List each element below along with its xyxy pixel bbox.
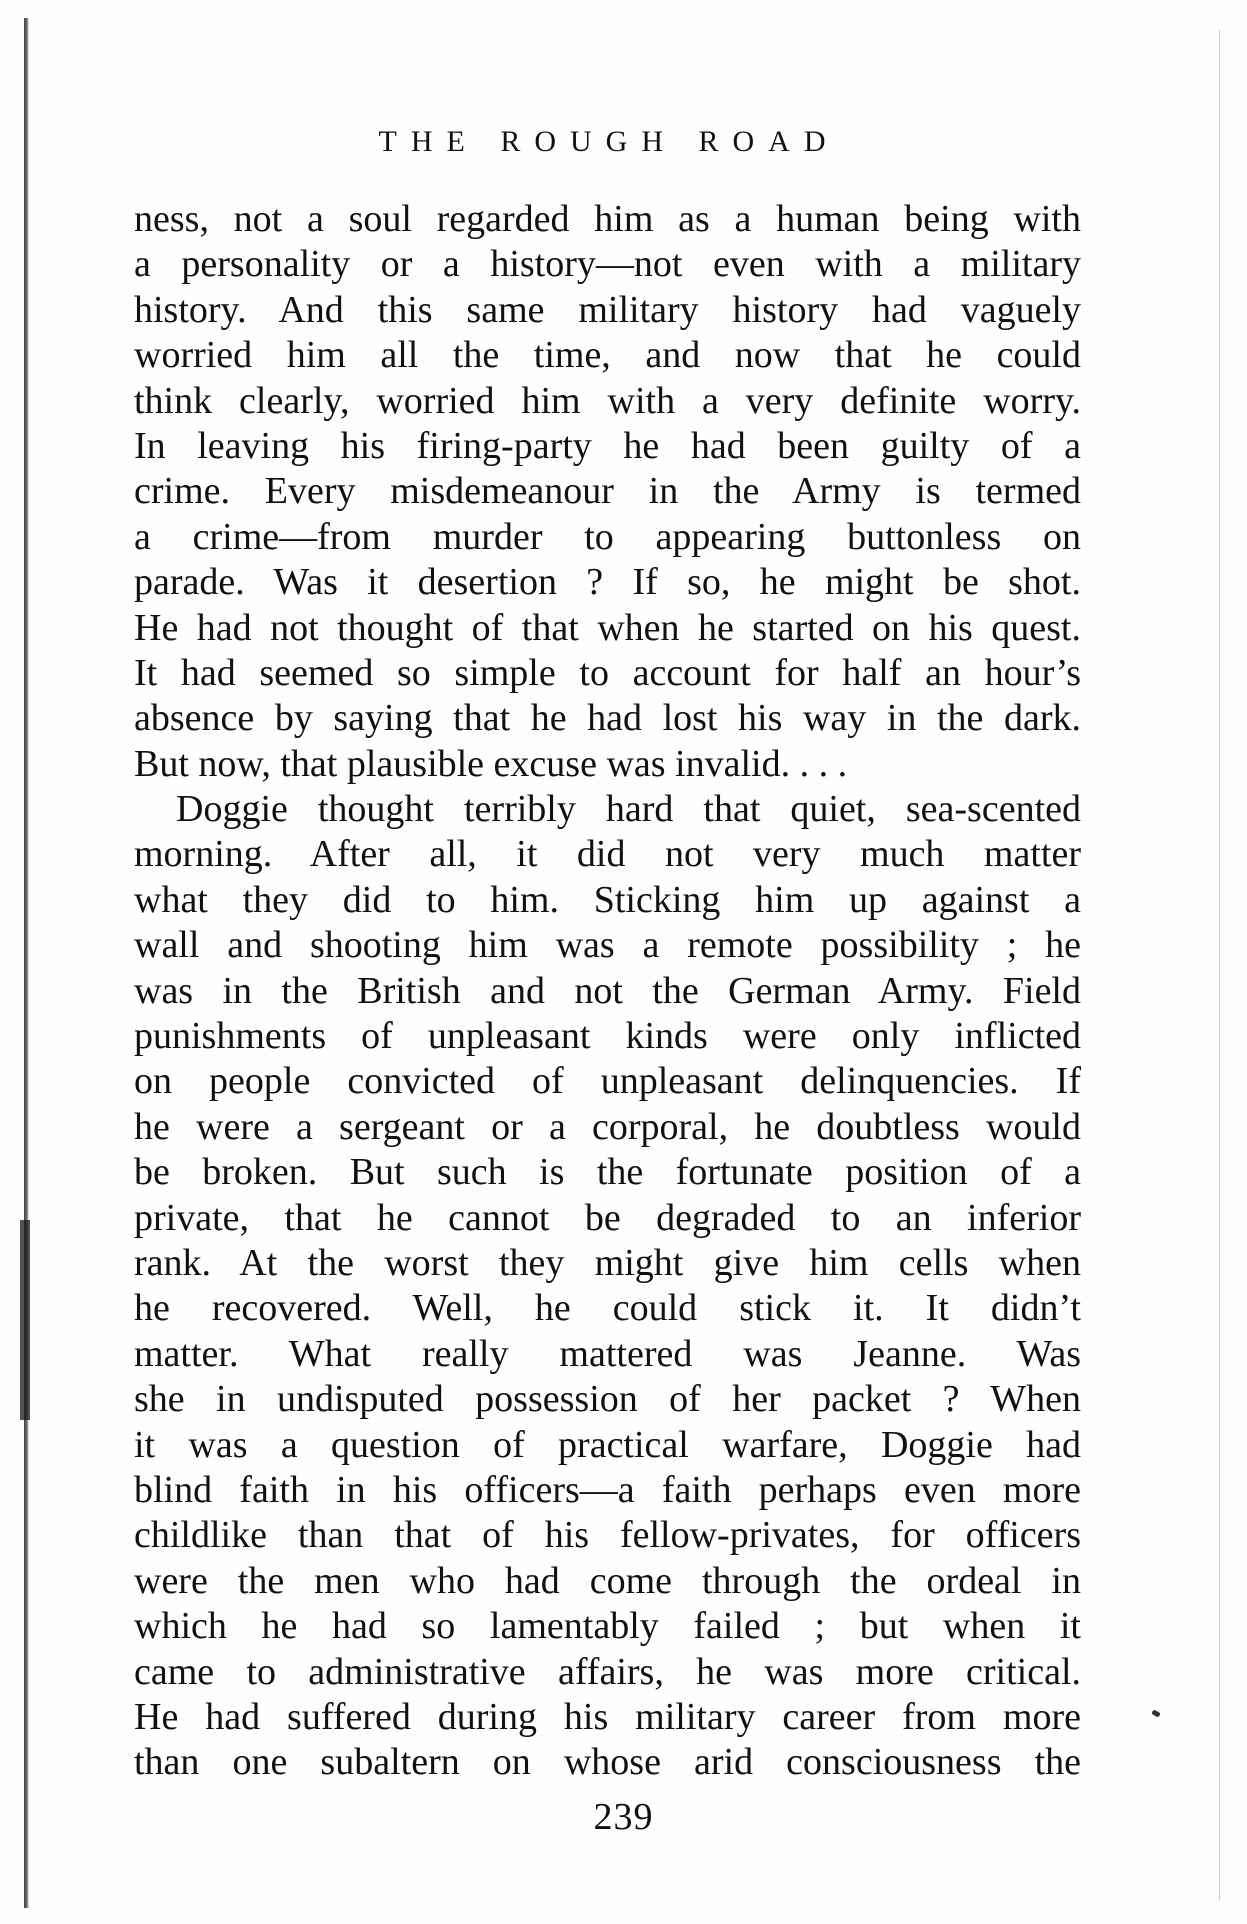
text-line: he recovered. Well, he could stick it. It didn’t [134, 1287, 1081, 1330]
text-line: punishments of unpleasant kinds were only inflicted [134, 1015, 1081, 1058]
text-line: It had seemed so simple to account for half an hour’s [134, 651, 1081, 694]
body-text [134, 197, 1081, 1786]
text-line: He had suffered during his military career from more [134, 1695, 1081, 1738]
page-number: 239 [593, 1796, 654, 1838]
text-line: than one subaltern on whose arid consciousness the [134, 1741, 1081, 1784]
text-line: He had not thought of that when he started on his quest. [134, 606, 1081, 649]
text-line: be broken. But such is the fortunate position of a [134, 1151, 1081, 1194]
text-line-paragraph-start: Doggie thought terribly hard that quiet, sea-scented [176, 788, 1081, 831]
text-line: parade. Was it desertion ? If so, he might be shot. [134, 561, 1081, 604]
text-line: a crime—from murder to appearing buttonless on [134, 515, 1081, 558]
text-line: worried him all the time, and now that he could [134, 334, 1081, 377]
running-head: THE ROUGH ROAD [378, 125, 840, 158]
text-line: crime. Every misdemeanour in the Army is termed [134, 470, 1081, 513]
text-line: what they did to him. Sticking him up against a [134, 878, 1081, 921]
text-line: it was a question of practical warfare, Doggie had [134, 1423, 1081, 1466]
text-line: were the men who had come through the ordeal in [134, 1559, 1081, 1602]
text-line: absence by saying that he had lost his way in the dark. [134, 697, 1081, 740]
binding-shadow-dark [20, 1220, 30, 1420]
text-line: private, that he cannot be degraded to an inferior [134, 1196, 1081, 1239]
text-line: on people convicted of unpleasant delinquencies. If [134, 1060, 1081, 1103]
page-edge-rule [1219, 30, 1220, 1900]
text-line: think clearly, worried him with a very definite worry. [134, 379, 1081, 422]
text-line: came to administrative affairs, he was more critical. [134, 1650, 1081, 1693]
text-line: blind faith in his officers—a faith perhaps even more [134, 1468, 1081, 1511]
text-line: childlike than that of his fellow-privates, for officers [134, 1514, 1081, 1557]
scan-speck [1151, 1709, 1160, 1717]
text-line: which he had so lamentably failed ; but when it [134, 1605, 1081, 1648]
text-line: ness, not a soul regarded him as a human being with [134, 198, 1081, 240]
text-line: history. And this same military history had vaguely [134, 288, 1081, 331]
text-line: rank. At the worst they might give him cells when [134, 1241, 1081, 1284]
text-line: she in undisputed possession of her packet ? When [134, 1378, 1081, 1421]
text-line: was in the British and not the German Army. Field [134, 969, 1081, 1012]
text-line: wall and shooting him was a remote possibility ; he [134, 924, 1081, 967]
text-line: a personality or a history—not even with a military [134, 243, 1081, 286]
binding-shadow [24, 18, 29, 1908]
text-line: morning. After all, it did not very much matter [134, 833, 1081, 876]
text-line: In leaving his firing-party he had been guilty of a [134, 424, 1081, 467]
text-line: he were a sergeant or a corporal, he doubtless would [134, 1105, 1081, 1148]
text-line: matter. What really mattered was Jeanne. Was [134, 1332, 1081, 1375]
text-line-paragraph-end: But now, that plausible excuse was invalid. . . . [134, 742, 848, 785]
